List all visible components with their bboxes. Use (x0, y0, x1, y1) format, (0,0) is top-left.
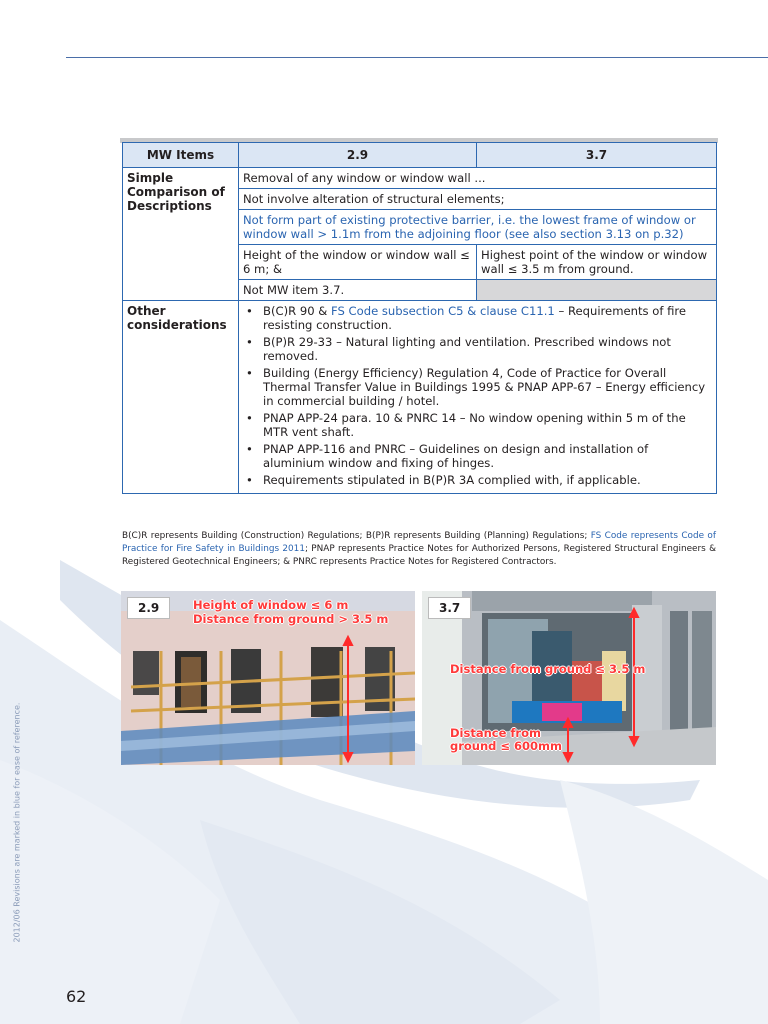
list-item: • PNAP APP-24 para. 10 & PNRC 14 – No window opening within 5 m of the MTR vent shaft. (263, 411, 712, 439)
row-height-3-7: Highest point of the window or window wall ≤ 3.5 m from ground. (477, 245, 717, 280)
annotation-distance-bottom-2: ground ≤ 600mm (450, 739, 563, 753)
considerations-list (243, 304, 712, 487)
annotation-distance: Distance from ground > 3.5 m (193, 612, 389, 626)
row-barrier: Not form part of existing protective barrier, i.e. the lowest frame of window or window wall > 1.1m from the adjoining floor (see also section 3.13 on p.32) (239, 210, 717, 245)
header-2-9: 2.9 (239, 143, 477, 168)
abbreviations-footnote: B(C)R represents Building (Construction) Regulations; B(P)R represents Building (Planning) Regulations; FS Code represents Code of Practice for Fire Safety in Buildings 2011; PNAP represents Practice Notes for Authorized Persons, Registered Structural Engineers & Registered Geotechnical Engineers; & PNRC represents Practice Notes for Registered Contractors. (122, 531, 716, 567)
photo-tag-3-7: 3.7 (428, 597, 471, 619)
row-height-2-9: Height of the window or window wall ≤ 6 m; & (239, 245, 477, 280)
row-removal: Removal of any window or window wall ... (239, 168, 717, 189)
revision-side-note: 2012/06 Revisions are marked in blue for ease of reference. (12, 702, 22, 943)
header-3-7: 3.7 (477, 143, 717, 168)
list-item: • Building (Energy Efficiency) Regulation 4, Code of Practice for Overall Thermal Transfer Value in Buildings 1995 & PNAP APP-67 – Energy efficiency in commercial building / hotel. (263, 366, 712, 408)
list-item: • Requirements stipulated in B(P)R 3A complied with, if applicable. (263, 473, 712, 487)
annotation-height: Height of window ≤ 6 m (193, 598, 349, 612)
top-rule (66, 57, 768, 58)
photo-tag-2-9: 2.9 (127, 597, 170, 619)
row-not-3-7: Not MW item 3.7. (239, 280, 477, 301)
mw-comparison-table (122, 142, 717, 494)
other-considerations-label: Other considerations (123, 301, 239, 494)
considerations-cell (239, 301, 717, 494)
photo-3-7 (422, 591, 716, 765)
annotation-distance-top: Distance from ground ≤ 3.5 m (450, 662, 646, 676)
table-header-row (123, 143, 717, 168)
table-row (123, 168, 717, 189)
photo-2-9 (121, 591, 415, 765)
empty-grey-cell (477, 280, 717, 301)
annotation-distance-bottom-1: Distance from (450, 726, 541, 740)
row-structural: Not involve alteration of structural elements; (239, 189, 717, 210)
page-number: 62 (66, 987, 87, 1006)
list-item: • B(P)R 29-33 – Natural lighting and ventilation. Prescribed windows not removed. (263, 335, 712, 363)
header-mw-items: MW Items (123, 143, 239, 168)
table-row (123, 301, 717, 494)
simple-comparison-label: Simple Comparison of Descriptions (123, 168, 239, 301)
list-item: • B(C)R 90 & FS Code subsection C5 & clause C11.1 – Requirements of fire resisting construction. (263, 304, 712, 332)
list-item: • PNAP APP-116 and PNRC – Guidelines on design and installation of aluminium window and fixing of hinges. (263, 442, 712, 470)
